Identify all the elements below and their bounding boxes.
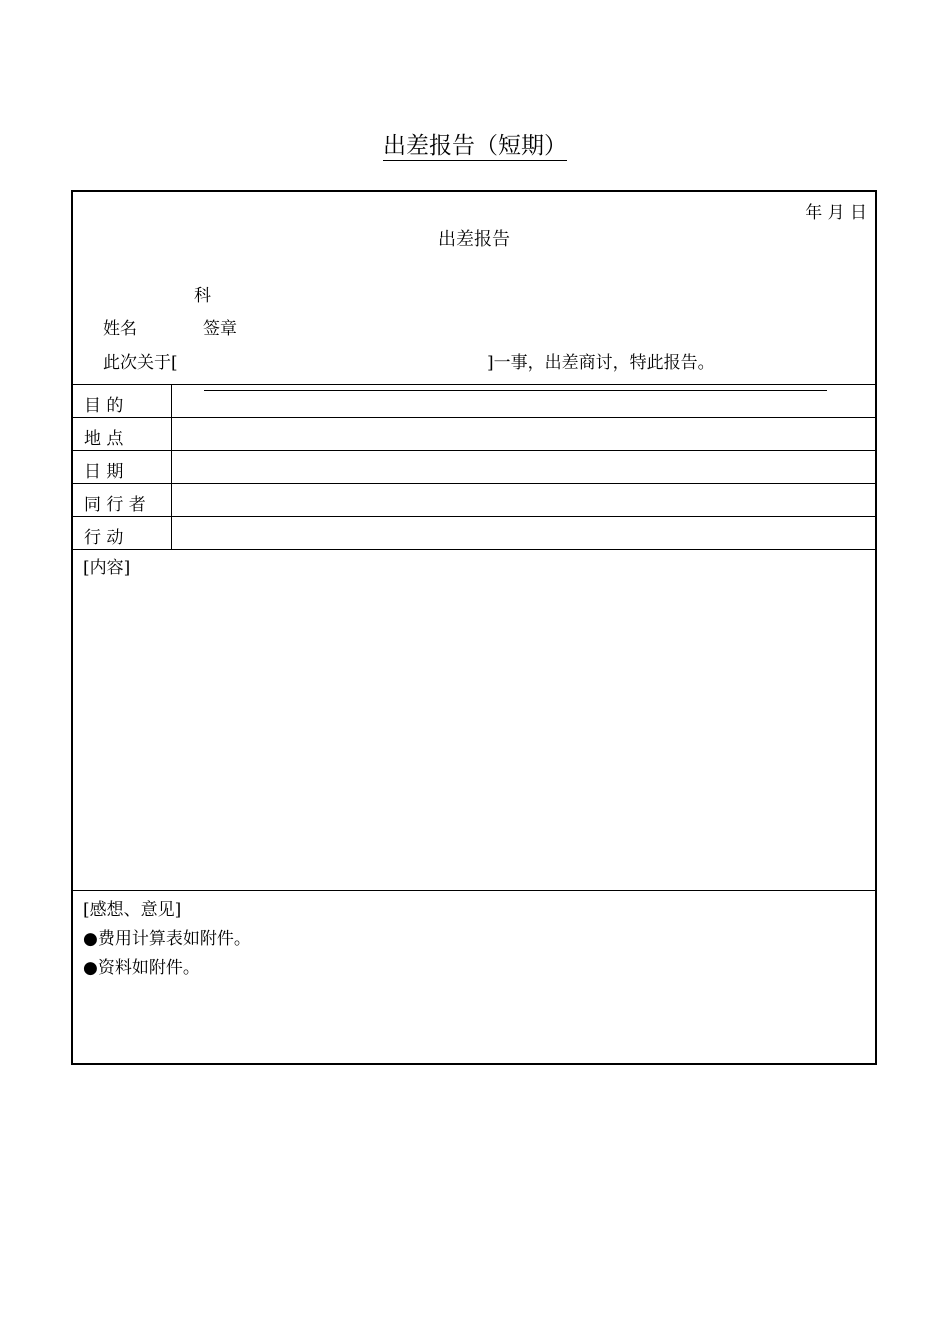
purpose-rule [204,390,827,391]
field-label-location: 地 点 [84,429,124,449]
report-form [71,190,877,1065]
seal-label: 签章 [203,319,237,339]
form-title: 出差报告 [438,229,510,250]
row-divider [73,516,875,517]
bullet-icon: ● [83,958,98,978]
row-divider [73,417,875,418]
field-label-date: 日 期 [84,462,124,482]
statement-prefix: 此次关于[ [103,353,178,373]
row-divider [73,483,875,484]
name-label: 姓名 [103,319,137,339]
opinion-label: [感想、意见] [83,900,182,920]
bullet-icon: ● [83,929,98,949]
field-label-actions: 行 动 [84,528,124,548]
fields-divider [73,549,875,550]
header-divider [73,384,875,385]
list-item: ●资料如附件。 [83,958,200,978]
department-label: 科 [194,286,211,306]
document-title: 出差报告（短期） [383,133,567,159]
date-label: 年 月 日 [805,203,867,223]
field-label-divider [171,384,172,549]
list-item: ●费用计算表如附件。 [83,929,251,949]
field-label-companions: 同 行 者 [84,495,146,515]
content-label: [内容] [83,558,131,578]
statement-suffix: ]一事，出差商讨，特此报告。 [487,353,715,373]
field-label-purpose: 目 的 [84,396,124,416]
row-divider [73,450,875,451]
content-divider [73,890,875,891]
